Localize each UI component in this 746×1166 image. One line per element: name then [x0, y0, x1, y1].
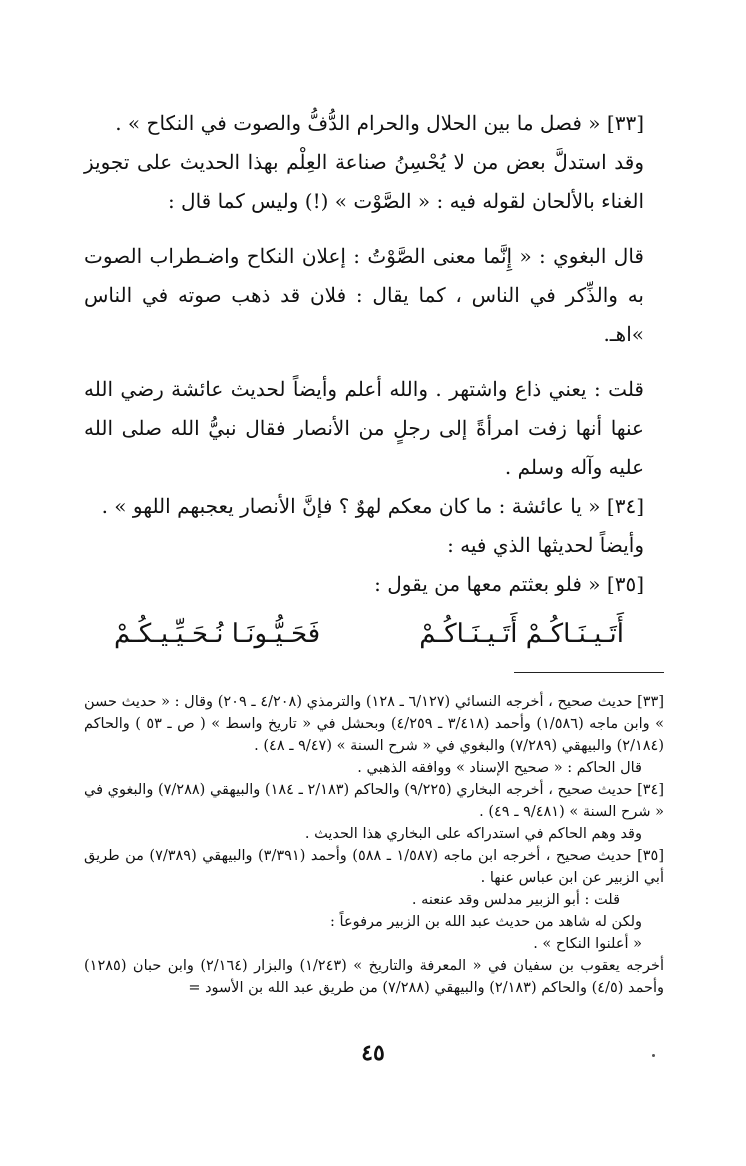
paragraph-istidlal: وقد استدلَّ بعض من لا يُحْسِنُ صناعة العِلْم بهذا الحديث على تجويز الغناء بالألحان لقوله فيه : « الصَّوْت » (!) وليس كما قال :	[84, 150, 644, 213]
footnote-divider	[514, 672, 664, 673]
main-text	[84, 104, 664, 654]
page-body	[84, 104, 664, 999]
footnote-35-comment-3: « أعلنوا النكاح » .	[533, 936, 642, 952]
verse	[84, 614, 664, 654]
page-number: ٤٥	[361, 1040, 385, 1066]
hadith-33: [٣٣] « فصل ما بين الحلال والحرام الدُّفُّ والصوت في النكاح » .	[115, 111, 644, 135]
paragraph-qultu: قلت : يعني ذاع واشتهر . والله أعلم وأيضاً لحديث عائشة رضي الله عنها أنها زفت امرأةً إلى رجلٍ من الأنصار فقال نبيُّ الله صلى الله عليه وآله وسلم .	[84, 377, 644, 479]
verse-first-hemistich: أَتَـيـنَـاكُـمْ أَتَـيـنَـاكُـمْ	[419, 619, 624, 649]
footnote-33: [٣٣] حديث صحيح ، أخرجه النسائي (٦/١٢٧ ـ ١٢٨) والترمذي (٤/٢٠٨ ـ ٢٠٩) وقال : « حديث حسن » وابن ماجه (١/٥٨٦) وأحمد (٣/٤١٨ ـ ٤/٢٥٩) وبحشل في « تاريخ واسط » ( ص ـ ٥٣ ) والحاكم (٢/١٨٤) والبيهقي (٧/٢٨٩) والبغوي في « شرح السنة » (٩/٤٧ ـ ٤٨) .	[84, 694, 664, 754]
footnote-35-comment-1: قلت : أبو الزبير مدلس وقد عنعنه .	[411, 892, 620, 908]
footnote-35-takhrij: أخرجه يعقوب بن سفيان في « المعرفة والتاريخ » (١/٢٤٣) والبزار (٢/١٦٤) وابن حبان (١٢٨٥) وأحمد (٤/٥) والحاكم (٢/١٨٣) والبيهقي (٧/٢٨٨) من طريق عبد الله بن الأسود =	[84, 958, 664, 996]
paragraph-baghawi: قال البغوي : « إِنَّما معنى الصَّوْتُ : إعلان النكاح واضـطراب الصوت به والذِّكر في الناس ، كما يقال : فلان قد ذهب صوته في الناس »اهـ.	[84, 244, 644, 346]
footnote-35-comment-2: ولكن له شاهد من حديث عبد الله بن الزبير مرفوعاً :	[330, 914, 642, 930]
hadith-35: [٣٥] « فلو بعثتم معها من يقول :	[374, 572, 644, 596]
footnotes	[84, 691, 664, 999]
footnote-34: [٣٤] حديث صحيح ، أخرجه البخاري (٩/٢٢٥) والحاكم (٢/١٨٣ ـ ١٨٤) والبيهقي (٧/٢٨٨) والبغوي في « شرح السنة » (٩/٤٨١ ـ ٤٩) .	[84, 782, 664, 820]
page-mark	[652, 1054, 655, 1057]
paragraph-aydan: وأيضاً لحديثها الذي فيه :	[447, 533, 644, 557]
verse-second-hemistich: فَحَـيُّـونَـا نُـحَـيِّـيـكُـمْ	[114, 619, 321, 649]
footnote-34-comment: وقد وهم الحاكم في استدراكه على البخاري هذا الحديث .	[304, 826, 642, 842]
hadith-34: [٣٤] « يا عائشة : ما كان معكم لهوٌ ؟ فإنَّ الأنصار يعجبهم اللهو » .	[101, 494, 644, 518]
footnote-33-comment: قال الحاكم : « صحيح الإسناد » ووافقه الذهبي .	[357, 760, 642, 776]
footnote-35: [٣٥] حديث صحيح ، أخرجه ابن ماجه (١/٥٨٧ ـ ٥٨٨) وأحمد (٣/٣٩١) والبيهقي (٧/٣٨٩) من طريق أبي الزبير عن ابن عباس عنها .	[84, 848, 664, 886]
